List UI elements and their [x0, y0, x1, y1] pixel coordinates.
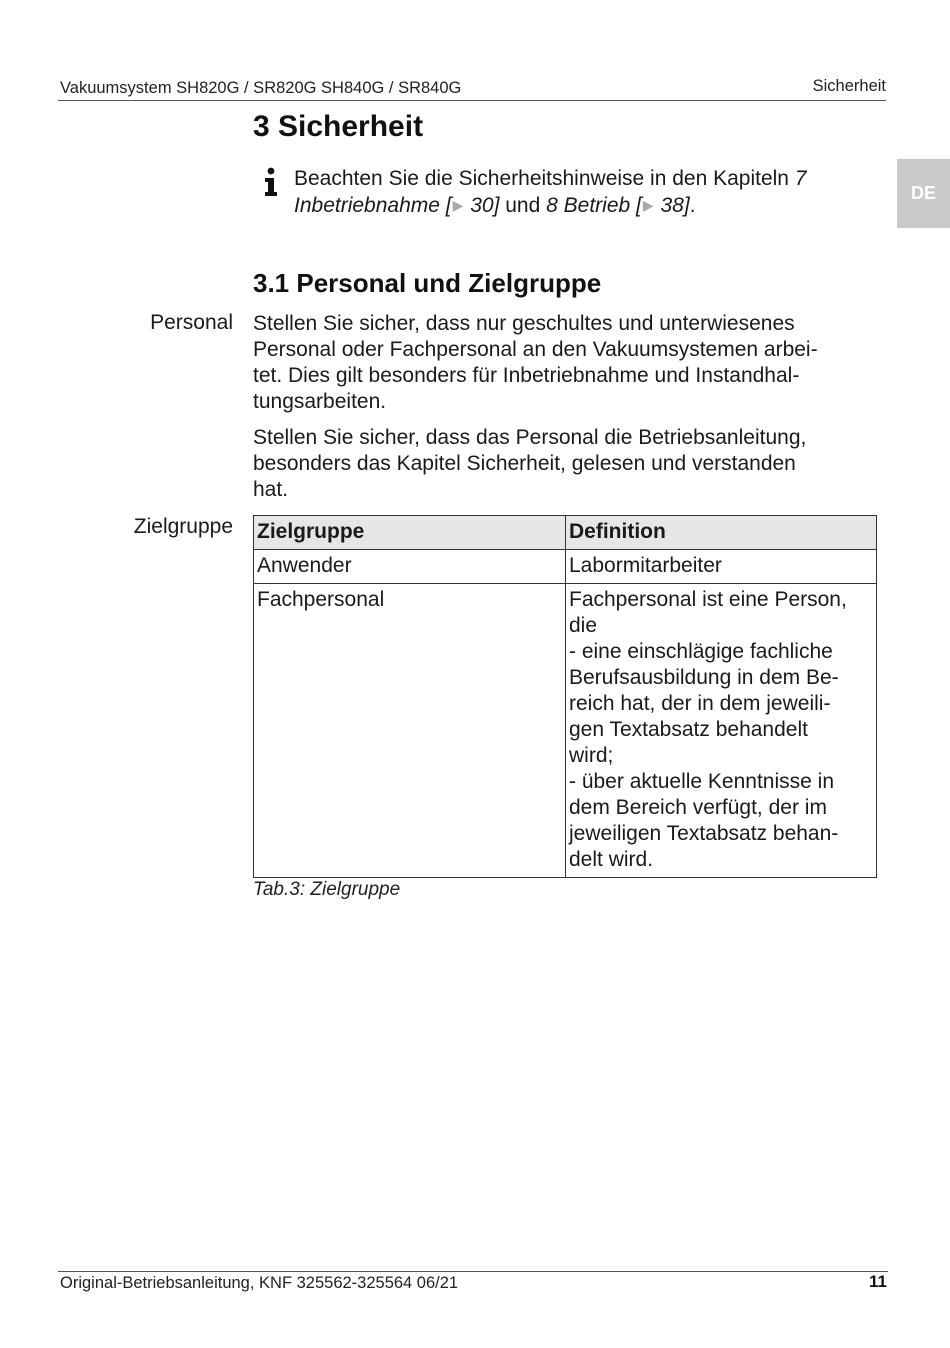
text-line: besonders das Kapitel Sicherheit, gelesen und verstanden: [253, 452, 796, 475]
table-row: [254, 584, 877, 878]
note-ref2-title: 8 Betrieb [: [546, 194, 642, 217]
footer-divider: [58, 1271, 888, 1272]
safety-note: [294, 166, 864, 219]
text-line: reich hat, der in dem jeweili-: [569, 692, 831, 715]
language-tab: [897, 159, 950, 228]
text-line: hat.: [253, 478, 289, 501]
personal-paragraph-1: [253, 311, 873, 415]
text-line: gen Textabsatz behandelt: [569, 718, 808, 741]
note-text-between: und: [499, 194, 547, 217]
text-line: Labormitarbeiter: [569, 554, 722, 577]
section-title: 3.1 Personal und Zielgruppe: [253, 268, 602, 298]
column-header-definition: Definition: [566, 516, 877, 550]
text-line: - über aktuelle Kenntnisse in: [569, 770, 834, 793]
personal-paragraph-2: [253, 425, 873, 503]
margin-label-zielgruppe: Zielgruppe: [133, 515, 233, 538]
text-line: tet. Dies gilt besonders für Inbetriebnahme und Instandhal-: [253, 364, 800, 387]
note-ref1-title: 7 Inbetriebnahme [: [294, 167, 807, 217]
page-number: 11: [869, 1272, 887, 1291]
column-header-zielgruppe: Zielgruppe: [254, 516, 566, 550]
text-line: dem Bereich verfügt, der im: [569, 796, 827, 819]
cell-definition: [566, 550, 877, 584]
note-ref1-page: 30]: [464, 194, 500, 217]
running-header-title: Vakuumsystem SH820G / SR820G SH840G / SR840G: [60, 79, 462, 97]
note-link-betrieb[interactable]: [546, 194, 690, 217]
text-line: jeweiligen Textabsatz behan-: [569, 822, 839, 845]
cell-group: Anwender: [254, 550, 566, 584]
text-line: tungsarbeiten.: [253, 390, 387, 413]
margin-label-personal: Personal: [150, 311, 233, 334]
table-caption: Tab.3: Zielgruppe: [253, 879, 401, 900]
table-row: [254, 550, 877, 584]
running-header-section: Sicherheit: [812, 77, 886, 95]
text-line: Stellen Sie sicher, dass nur geschultes und unterwiesenes: [253, 312, 795, 335]
text-line: Fachpersonal ist eine Person,: [569, 588, 847, 611]
page-ref-arrow-icon: ▶: [452, 197, 464, 213]
text-line: Personal oder Fachpersonal an den Vakuumsystemen arbei-: [253, 338, 818, 361]
text-line: wird;: [569, 744, 614, 767]
header-divider: [58, 100, 886, 101]
page-ref-arrow-icon: ▶: [642, 197, 654, 213]
text-line: Berufsausbildung in dem Be-: [569, 666, 839, 689]
table-header-row: [254, 516, 877, 550]
text-line: delt wird.: [569, 848, 654, 871]
footer-document-id: Original-Betriebsanleitung, KNF 325562-325564 06/21: [60, 1274, 459, 1292]
text-line: - eine einschlägige fachliche: [569, 640, 833, 663]
info-icon: [262, 167, 280, 197]
chapter-title: 3 Sicherheit: [253, 110, 424, 143]
cell-definition: [566, 584, 877, 878]
note-text-before: Beachten Sie die Sicherheitshinweise in den Kapiteln: [294, 167, 795, 190]
cell-group: Fachpersonal: [254, 584, 566, 878]
note-ref2-page: 38]: [654, 194, 690, 217]
target-group-table: [253, 515, 877, 878]
language-tab-label: DE: [910, 183, 936, 203]
text-line: Stellen Sie sicher, dass das Personal die Betriebsanleitung,: [253, 426, 807, 449]
text-line: die: [569, 614, 598, 637]
note-text-after: .: [689, 194, 696, 217]
